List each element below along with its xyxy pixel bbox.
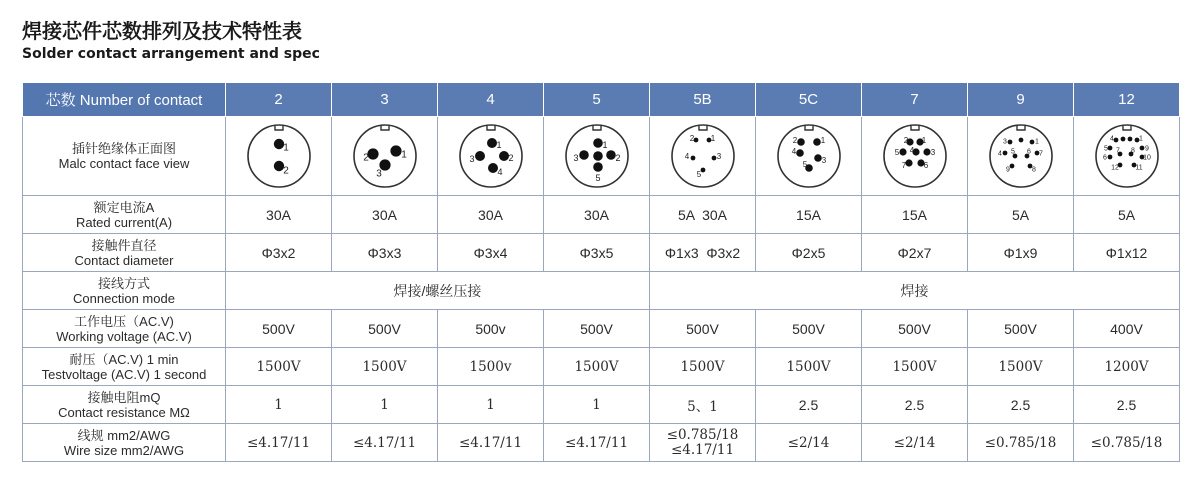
pin-label: 1 [400, 149, 407, 161]
pin-label: 2 [507, 153, 514, 164]
row-label-contact-resistance [23, 386, 226, 424]
face-cell-3 [332, 117, 438, 196]
row-label-en: Testvoltage (AC.V) 1 second [41, 366, 207, 382]
table-cell: 30A [438, 196, 544, 234]
pin-dot [796, 149, 804, 157]
pin-label: 3 [1002, 138, 1007, 146]
pin-label: 9 [1005, 166, 1010, 174]
pin-label: 4 [997, 150, 1002, 158]
table-cell: Φ3x3 [332, 234, 438, 272]
table-cell: 1500V [650, 348, 756, 386]
table-cell: 400V [1074, 310, 1180, 348]
row-label-en: Malc contact face view [58, 156, 190, 171]
pin-label: 7 [1115, 147, 1120, 155]
row-label-en: Connection mode [73, 290, 175, 306]
table-cell: ≤4.17/11 [332, 424, 438, 462]
face-cell-2 [226, 117, 332, 196]
table-cell: ≤4.17/11 [544, 424, 650, 462]
row-label-zh: 额定电流A [93, 199, 155, 215]
pin-label: 11 [1134, 164, 1143, 172]
row-label-zh: 接触件直径 [91, 237, 157, 253]
row-label-en: Rated current(A) [75, 214, 173, 230]
contact-face-2-icon [242, 120, 316, 192]
row-label-rated-current [23, 196, 226, 234]
pin-label: 7 [1038, 150, 1043, 158]
pin-label: 8 [1130, 147, 1135, 155]
table-cell-merged: 焊接/螺丝压接 [226, 272, 650, 310]
row-label-zh: 接线方式 [97, 275, 150, 291]
pin-dot [593, 162, 603, 172]
header-label: 芯数 Number of contact [23, 83, 226, 117]
row-label-test-voltage [23, 348, 226, 386]
pin-label: 4 [909, 145, 914, 155]
table-cell: 500V [650, 310, 756, 348]
pin-label: 2 [792, 135, 797, 145]
connector-outline [248, 125, 310, 187]
header-col-9: 9 [968, 83, 1074, 117]
face-cell-5 [544, 117, 650, 196]
pin-label: 2 [282, 165, 289, 177]
pin-dot [1107, 155, 1112, 160]
table-row-wire-size [23, 424, 1180, 462]
table-cell: ≤2/14 [862, 424, 968, 462]
pin-label: 5 [802, 159, 807, 169]
pin-label: 4 [496, 167, 503, 178]
table-cell: 5A 30A [650, 196, 756, 234]
header-row [23, 83, 1180, 117]
table-cell: ≤4.17/11 [438, 424, 544, 462]
pin-dot [700, 168, 705, 173]
row-label-zh: 插针绝缘体正面图 [71, 141, 176, 156]
row-label-face-view [23, 117, 226, 196]
pin-dot [579, 150, 589, 160]
table-cell: 30A [332, 196, 438, 234]
pin-dot [1002, 151, 1007, 156]
table-cell: 500V [756, 310, 862, 348]
header-col-5b: 5B [650, 83, 756, 117]
row-label-contact-diameter [23, 234, 226, 272]
header-col-7: 7 [862, 83, 968, 117]
table-row-contact-diameter [23, 234, 1180, 272]
table-cell: ≤4.17/11 [226, 424, 332, 462]
pin-dot [797, 138, 805, 146]
table-cell: 1 [332, 386, 438, 424]
table-cell: 500V [226, 310, 332, 348]
wire-size-line-1: ≤0.785/18 [666, 426, 739, 443]
pin-dot [367, 148, 378, 159]
table-cell: Φ3x5 [544, 234, 650, 272]
row-label-en: Wire size mm2/AWG [63, 442, 185, 458]
contact-face-5b-icon [666, 120, 740, 192]
pin-label: 1 [1138, 135, 1143, 143]
table-cell [650, 424, 756, 462]
table-cell: ≤0.785/18 [968, 424, 1074, 462]
pin-dot [1113, 138, 1118, 143]
table-cell: 1500V [544, 348, 650, 386]
face-cell-5b [650, 117, 756, 196]
table-cell: ≤0.785/18 [1074, 424, 1180, 462]
row-label-en: Working voltage (AC.V) [56, 328, 192, 344]
pin-dot [693, 138, 698, 143]
pin-label: 2 [689, 133, 694, 143]
table-row-working-voltage [23, 310, 1180, 348]
pin-label: 3 [716, 151, 721, 161]
pin-dot [390, 145, 401, 156]
header-col-5: 5 [544, 83, 650, 117]
pin-label: 6 [1102, 154, 1107, 162]
table-row-contact-resistance [23, 386, 1180, 424]
contact-face-4-icon [454, 120, 528, 192]
table-cell: 2.5 [1074, 386, 1180, 424]
table-cell: 5A [968, 196, 1074, 234]
pin-dot [593, 138, 603, 148]
table-cell: 15A [862, 196, 968, 234]
row-label-zh: 线规 mm2/AWG [77, 427, 171, 443]
pin-dot [1018, 138, 1023, 143]
table-cell: Φ1x3 Φ3x2 [650, 234, 756, 272]
pin-dot [593, 151, 603, 161]
table-cell: 500v [438, 310, 544, 348]
header-col-2: 2 [226, 83, 332, 117]
table-cell: 5A [1074, 196, 1180, 234]
pin-label: 1 [495, 140, 502, 151]
pin-dot [905, 159, 912, 166]
table-cell: 1200V [1074, 348, 1180, 386]
face-cell-9 [968, 117, 1074, 196]
table-row-connection-mode [23, 272, 1180, 310]
pin-label: 3 [821, 155, 826, 165]
pin-dot [475, 151, 485, 161]
pin-label: 6 [923, 160, 928, 170]
pin-label: 10 [1142, 154, 1151, 162]
table-cell: 1500V [862, 348, 968, 386]
face-cell-4 [438, 117, 544, 196]
pin-dot [1009, 164, 1014, 169]
table-cell: 2.5 [862, 386, 968, 424]
table-row-rated-current [23, 196, 1180, 234]
row-label-en: Contact resistance MΩ [58, 404, 190, 420]
table-cell: 15A [756, 196, 862, 234]
pin-dot [923, 148, 930, 155]
table-cell: 2.5 [968, 386, 1074, 424]
contact-face-5c-icon [772, 120, 846, 192]
pin-label: 1 [921, 135, 926, 145]
pin-label: 2 [362, 152, 369, 164]
table-cell: 1 [438, 386, 544, 424]
table-cell: ≤2/14 [756, 424, 862, 462]
pin-dot [1007, 140, 1012, 145]
contact-face-3-icon [348, 120, 422, 192]
pin-label: 5 [594, 173, 601, 184]
table-cell: 500V [862, 310, 968, 348]
pin-label: 1 [1034, 138, 1039, 146]
pin-label: 8 [1031, 166, 1036, 174]
table-cell: 1 [226, 386, 332, 424]
table-cell: 2.5 [756, 386, 862, 424]
table-cell: 5、1 [650, 386, 756, 424]
table-cell: Φ3x4 [438, 234, 544, 272]
pin-label: 3 [468, 154, 475, 165]
table-cell: Φ1x12 [1074, 234, 1180, 272]
face-cell-12 [1074, 117, 1180, 196]
pin-label: 5 [1103, 145, 1108, 153]
face-cell-5c [756, 117, 862, 196]
row-label-zh: 耐压（AC.V) 1 min [69, 351, 179, 367]
table-cell: 1500v [438, 348, 544, 386]
row-label-en: Contact diameter [74, 252, 174, 268]
pin-label: 5 [696, 169, 701, 179]
header-col-5c: 5C [756, 83, 862, 117]
pin-label: 2 [903, 135, 908, 145]
row-label-connection-mode [23, 272, 226, 310]
contact-face-5-icon [560, 120, 634, 192]
pin-dot [814, 154, 822, 162]
pin-label: 3 [930, 147, 935, 157]
pin-label: 1 [820, 135, 825, 145]
table-row-face-view [23, 117, 1180, 196]
pin-label: 4 [791, 146, 796, 156]
pin-dot [1029, 140, 1034, 145]
pin-dot [1107, 146, 1112, 151]
connector-outline [778, 125, 840, 187]
pin-dot [690, 156, 695, 161]
table-cell: 30A [226, 196, 332, 234]
pin-label: 9 [1144, 145, 1149, 153]
table-cell: 1500V [332, 348, 438, 386]
table-cell: 1 [544, 386, 650, 424]
wire-size-line-2: ≤4.17/11 [670, 441, 735, 458]
table-cell: 30A [544, 196, 650, 234]
contact-face-7-icon [878, 120, 952, 192]
pin-label: 4 [684, 151, 689, 161]
table-cell-merged: 焊接 [650, 272, 1180, 310]
table-cell: 1500V [226, 348, 332, 386]
pin-label: 4 [1109, 135, 1114, 143]
spec-table [22, 82, 1180, 462]
table-cell: 500V [544, 310, 650, 348]
row-label-wire-size [23, 424, 226, 462]
table-cell: 1500V [756, 348, 862, 386]
table-row-test-voltage [23, 348, 1180, 386]
pin-label: 3 [375, 168, 382, 180]
pin-label: 3 [572, 153, 579, 164]
pin-label: 5 [894, 147, 899, 157]
row-label-zh: 接触电阻mQ [87, 389, 161, 405]
table-cell: Φ2x5 [756, 234, 862, 272]
connector-outline [884, 125, 946, 187]
pin-label: 2 [614, 153, 621, 164]
table-cell: 500V [968, 310, 1074, 348]
pin-label: 7 [901, 160, 906, 170]
table-cell: Φ3x2 [226, 234, 332, 272]
table-cell: Φ2x7 [862, 234, 968, 272]
row-label-working-voltage [23, 310, 226, 348]
table-cell: Φ1x9 [968, 234, 1074, 272]
pin-label: 12 [1110, 164, 1119, 172]
pin-dot [606, 150, 616, 160]
row-label-zh: 工作电压（AC.V) [74, 313, 174, 329]
pin-dot [1127, 137, 1132, 142]
pin-label: 1 [601, 140, 608, 151]
pin-label: 5 [1010, 148, 1015, 156]
pin-label: 6 [1026, 148, 1031, 156]
connector-outline [672, 125, 734, 187]
pin-dot [899, 148, 906, 155]
pin-dot [813, 138, 821, 146]
header-col-3: 3 [332, 83, 438, 117]
contact-face-12-icon [1090, 120, 1164, 192]
pin-dot [1120, 137, 1125, 142]
page-title-chinese: 焊接芯件芯数排列及技术特性表 [22, 19, 302, 43]
header-col-12: 12 [1074, 83, 1180, 117]
face-cell-7 [862, 117, 968, 196]
pin-label: 1 [282, 142, 289, 154]
header-col-4: 4 [438, 83, 544, 117]
pin-label: 1 [710, 133, 715, 143]
contact-face-9-icon [984, 120, 1058, 192]
pin-dot [1139, 146, 1144, 151]
page-title-english: Solder contact arrangement and spec [22, 46, 320, 62]
table-cell: 1500V [968, 348, 1074, 386]
table-cell: 500V [332, 310, 438, 348]
pin-dot [711, 156, 716, 161]
